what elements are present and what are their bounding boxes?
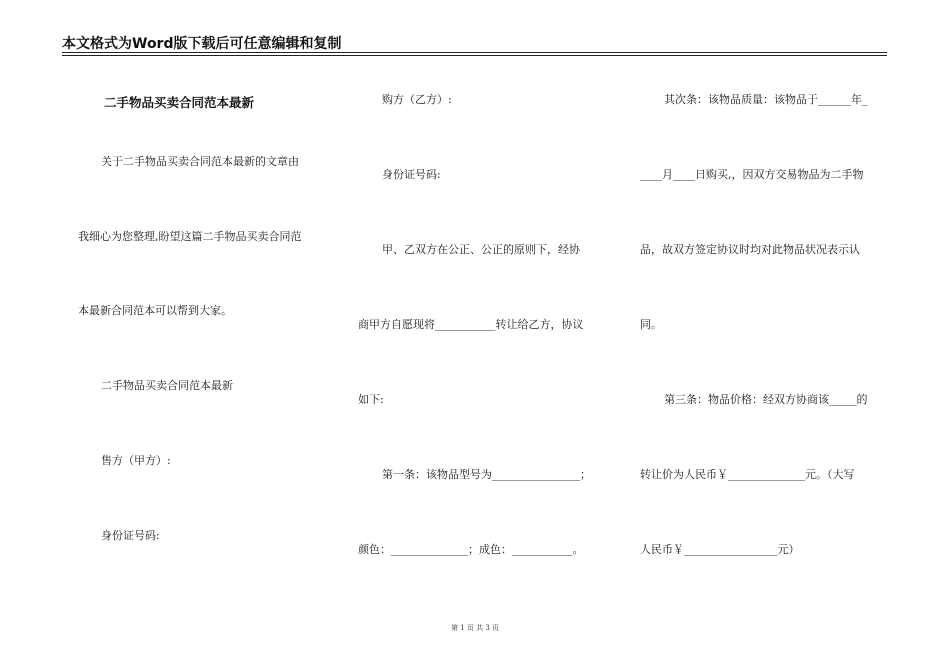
body-line: 如下: — [358, 393, 384, 406]
body-line: ____月____日购买,，因双方交易物品为二手物 — [640, 168, 864, 181]
body-line: 甲、乙双方在公正、公正的原则下，经协 — [382, 243, 580, 256]
body-line: 颜色：______________；成色：___________。 — [358, 543, 584, 556]
body-line: 关于二手物品买卖合同范本最新的文章由 — [101, 155, 299, 168]
document-title: 二手物品买卖合同范本最新 — [104, 95, 255, 110]
body-line: 品，故双方签定协议时均对此物品状况表示认 — [640, 243, 860, 256]
body-line: 身份证号码: — [382, 168, 441, 181]
body-line: 售方（甲方）: — [101, 454, 171, 467]
body-line: 人民币￥_________________元） — [640, 543, 800, 556]
body-line: 其次条：该物品质量：该物品于______年_ — [664, 93, 868, 106]
body-line: 购方（乙方）: — [382, 93, 452, 106]
body-line: 第三条：物品价格：经双方协商该_____的 — [664, 393, 868, 406]
header-divider-thin — [62, 55, 887, 56]
body-line: 转让价为人民币￥______________元。（大写 — [640, 468, 855, 481]
body-line: 我细心为您整理,盼望这篇二手物品买卖合同范 — [78, 230, 302, 243]
header-divider — [62, 52, 887, 53]
header-title: 本文格式为Word版下载后可任意编辑和复制 — [62, 36, 342, 52]
body-line: 第一条：该物品型号为________________； — [382, 468, 591, 481]
body-line: 二手物品买卖合同范本最新 — [101, 379, 233, 392]
body-line: 同。 — [640, 318, 662, 331]
page-number: 第 1 页 共 3 页 — [450, 624, 500, 632]
body-line: 本最新合同范本可以帮到大家。 — [78, 304, 232, 317]
body-line: 身份证号码: — [101, 529, 160, 542]
body-line: 商甲方自愿现将___________转让给乙方，协议 — [358, 318, 584, 331]
